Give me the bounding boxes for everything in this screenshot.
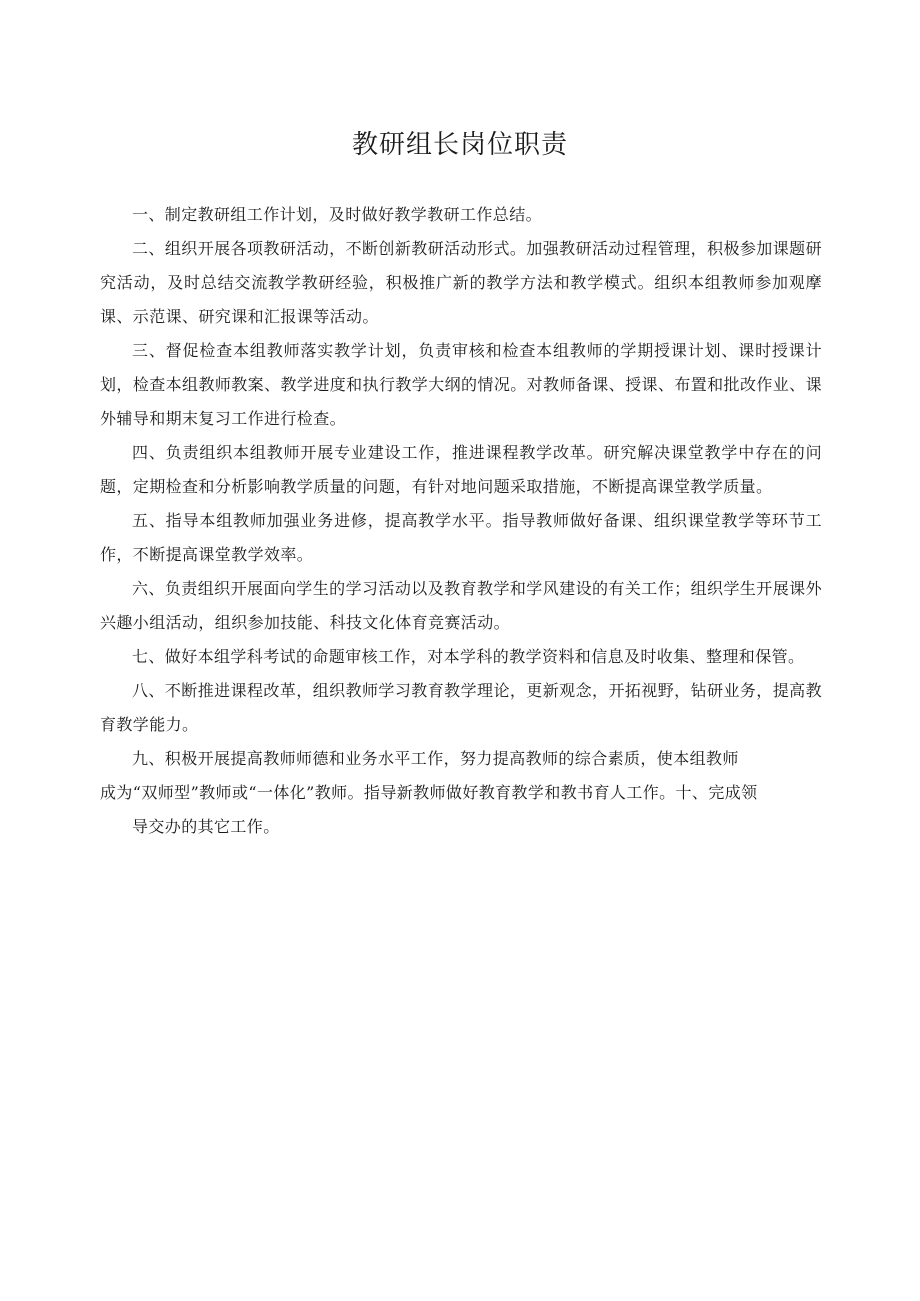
document-body — [100, 198, 822, 844]
paragraph-3: 三、督促检查本组教师落实教学计划，负责审核和检查本组教师的学期授课计划、课时授课计划，检查本组教师教案、教学进度和执行教学大纲的情况。对教师备课、授课、布置和批改作业、课外辅导和期末复习工作进行检查。 — [100, 341, 822, 428]
paragraph-1: 一、制定教研组工作计划，及时做好教学教研工作总结。 — [132, 205, 543, 224]
paragraph-2: 二、组织开展各项教研活动，不断创新教研活动形式。加强教研活动过程管理，积极参加课题研究活动，及时总结交流教学教研经验，积极推广新的教学方法和教学模式。组织本组教师参加观摩课、示范课、研究课和汇报课等活动。 — [100, 239, 822, 326]
paragraph-8: 八、不断推进课程改革，组织教师学习教育教学理论，更新观念，开拓视野，钻研业务，提高教育教学能力。 — [100, 681, 822, 734]
page-title: 教研组长岗位职责 — [351, 130, 568, 161]
paragraph-9-continuation: 成为“双师型”教师或“一体化”教师。指导新教师做好教育教学和教书育人工作。十、完成领 — [100, 783, 758, 802]
paragraph-10-continuation: 导交办的其它工作。 — [132, 817, 280, 836]
paragraph-9: 九、积极开展提高教师师德和业务水平工作，努力提高教师的综合素质，使本组教师 — [132, 749, 739, 768]
paragraph-6: 六、负责组织开展面向学生的学习活动以及教育教学和学风建设的有关工作；组织学生开展课外兴趣小组活动，组织参加技能、科技文化体育竞赛活动。 — [100, 579, 822, 632]
paragraph-4: 四、负责组织本组教师开展专业建设工作，推进课程教学改革。研究解决课堂教学中存在的问题，定期检查和分析影响教学质量的问题，有针对地问题采取措施，不断提高课堂教学质量。 — [100, 443, 822, 496]
paragraph-7: 七、做好本组学科考试的命题审核工作，对本学科的教学资料和信息及时收集、整理和保管。 — [132, 647, 805, 666]
paragraph-5: 五、指导本组教师加强业务进修，提高教学水平。指导教师做好备课、组织课堂教学等环节工作，不断提高课堂教学效率。 — [100, 511, 822, 564]
